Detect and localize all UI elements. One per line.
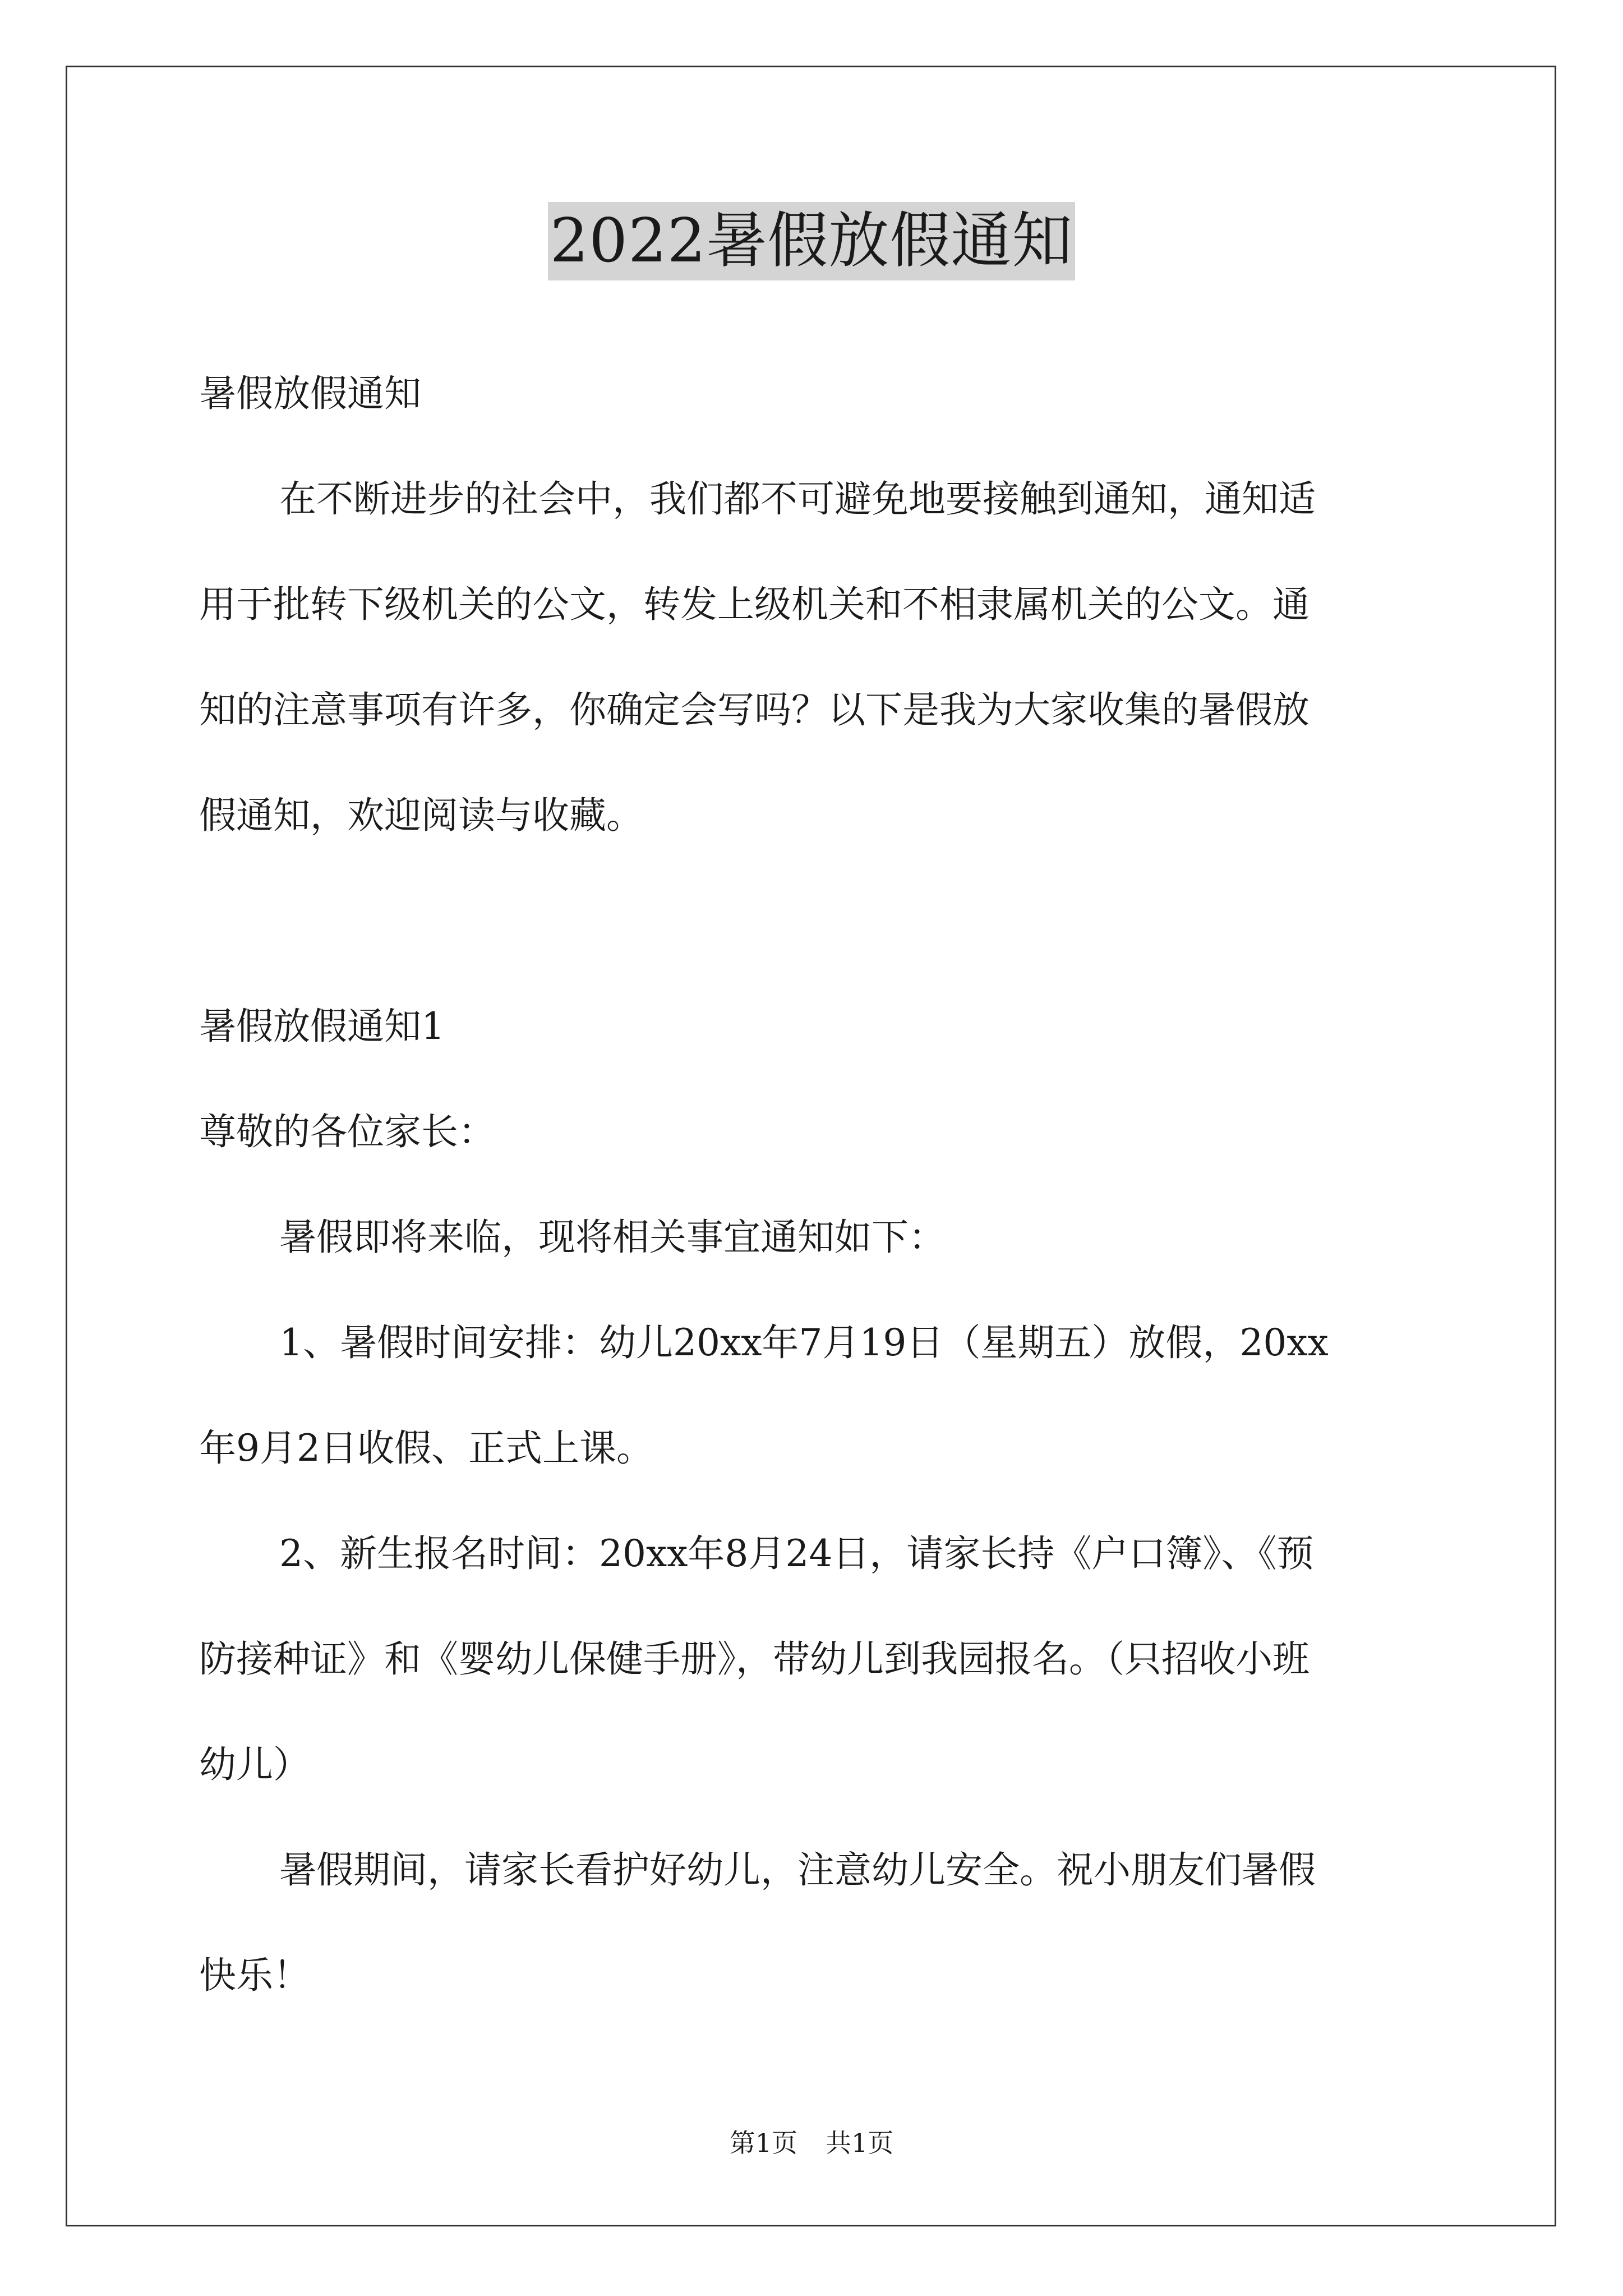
item-2-line-2: 防接种证》和《婴幼儿保健手册》，带幼儿到我园报名。（只招收小班 [199,1637,1310,1681]
title-container [0,202,1623,280]
page-footer [0,2126,1623,2160]
page-number: 第1页 [729,2128,797,2158]
intro-line-2: 用于批转下级机关的公文，转发上级机关和不相隶属机关的公文。通 [199,583,1310,626]
intro-line-3: 知的注意事项有许多，你确定会写吗？以下是我为大家收集的暑假放 [199,688,1310,731]
closing-line-1: 暑假期间，请家长看护好幼儿，注意幼儿安全。祝小朋友们暑假 [279,1848,1316,1892]
notice-heading: 暑假放假通知1 [199,1005,445,1048]
item-2-line-3: 幼儿） [199,1743,310,1786]
intro-line-1: 在不断进步的社会中，我们都不可避免地要接触到通知，通知适 [279,477,1316,521]
notice-intro: 暑假即将来临，现将相关事宜通知如下： [279,1216,946,1259]
blank-line [199,868,1433,974]
closing-line-2: 快乐！ [199,1954,310,1997]
salutation: 尊敬的各位家长： [199,1110,495,1153]
document-title: 2022暑假放假通知 [548,202,1076,280]
item-2-line-1: 2、新生报名时间：20xx年8月24日，请家长持《户口簿》、《预 [279,1532,1314,1575]
document-body [199,341,1433,2028]
item-1-line-2: 年9月2日收假、正式上课。 [199,1427,653,1470]
item-1-line-1: 1、暑假时间安排：幼儿20xx年7月19日（星期五）放假，20xx [279,1321,1329,1364]
section-heading: 暑假放假通知 [199,372,421,415]
page-total: 共1页 [826,2128,894,2158]
intro-line-4: 假通知，欢迎阅读与收藏。 [199,794,643,837]
